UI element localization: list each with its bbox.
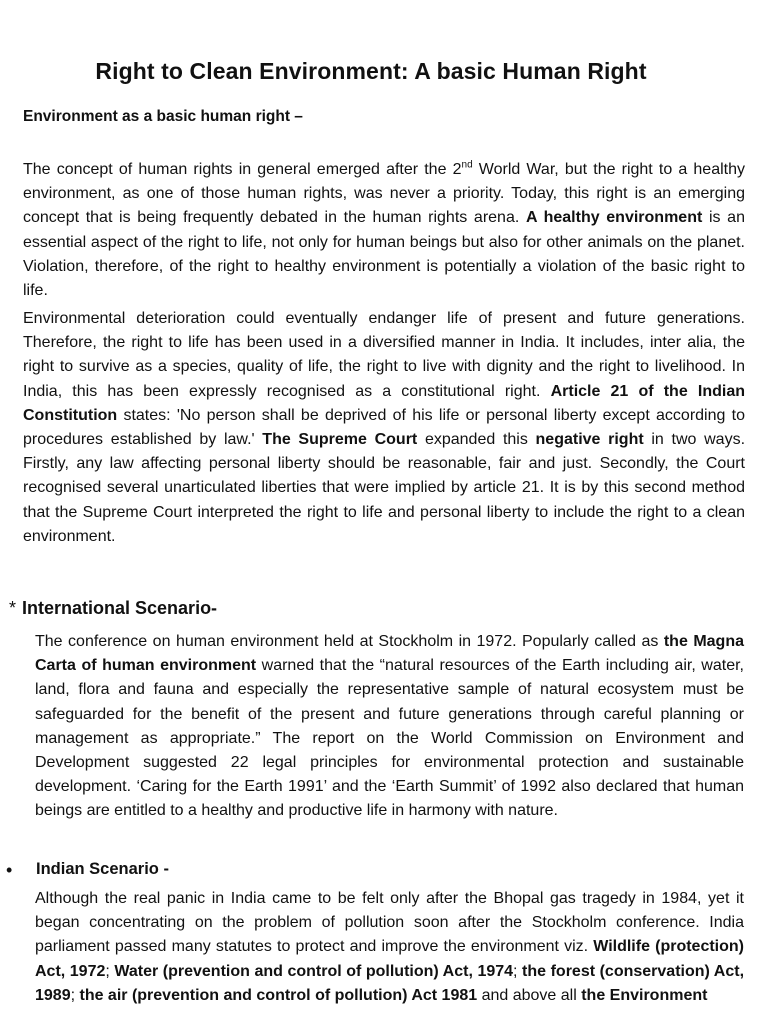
para2-bold-negative-right: negative right: [535, 431, 644, 449]
indian-bold-air-act: the air (prevention and control of pollution) Act 1981: [79, 986, 478, 1004]
para1-superscript: nd: [461, 159, 473, 171]
bullet-icon: •: [6, 860, 13, 880]
asterisk-marker: *: [9, 598, 17, 618]
indian-bold-environment: the Environment: [581, 986, 708, 1004]
paragraph-concept: [23, 158, 745, 303]
indian-sep-1: ;: [105, 962, 115, 980]
intl-text-2: warned that the “natural resources of the Earth including air, water, land, flora and fauna and especially the representative sample of natural ecosystem must be safeguarded for the benefit of the present and future generations through careful planning or management as appropriate.” The report on the World Commission on Environment and Development suggested 22 legal principles for environmental protection and sustainable development. ‘Caring for the Earth 1991’ and the ‘Earth Summit’ of 1992 also declared that human beings are entitled to a healthy and productive life in harmony with nature.: [35, 657, 744, 820]
indian-sep-2: ;: [513, 962, 523, 980]
para2-text-1: Environmental deterioration could eventually endanger life of present and future generations. Therefore, the right to life has been used in a diversified manner in India. It includes, inter alia, the right to survive as a species, quality of life, the right to live with dignity and the right to livelihood. In India, this has been expressly recognised as a constitutional right.: [23, 310, 745, 400]
international-heading: [9, 598, 217, 619]
indian-bold-wildlife-act: Wildlife (protection) Act, 1972: [35, 938, 744, 980]
para2-text-4: in two ways. Firstly, any law affecting personal liberty should be reasonable, fair and just. Secondly, the Court recognised several unarticulated liberties that were implied by article 21. It is by this second method that the Supreme Court interpreted the right to life and personal liberty to include the right to a clean environment.: [23, 431, 746, 545]
para1-text-3: is an essential aspect of the right to life, not only for human beings but also for other animals on the planet. Violation, therefore, of the right to healthy environment is potentially a violation of the basic right to life.: [23, 209, 745, 300]
para1-text-2: World War, but the right to a healthy environment, as one of those human rights, was never a priority. Today, this right is an emerging concept that is being frequently debated in the human rights arena.: [23, 161, 746, 227]
section-subheading: Environment as a basic human right –: [23, 108, 303, 125]
para2-text-3: expanded this: [417, 431, 536, 449]
indian-heading: Indian Scenario -: [36, 860, 169, 878]
intl-bold-magna-carta: the Magna Carta of human environment: [35, 633, 744, 675]
para2-bold-supreme-court: The Supreme Court: [262, 431, 418, 449]
indian-sep-3: ;: [70, 986, 80, 1004]
document-title: Right to Clean Environment: A basic Human Right: [95, 58, 647, 84]
para1-bold-healthy-environment: A healthy environment: [525, 209, 703, 227]
paragraph-international: [35, 630, 744, 824]
intl-text-1: The conference on human environment held at Stockholm in 1972. Popularly called as: [35, 633, 664, 650]
para2-text-2: states: 'No person shall be deprived of his life or personal liberty except according to procedures established by law.': [23, 406, 745, 449]
indian-bold-water-act: Water (prevention and control of pollution) Act, 1974: [114, 962, 514, 980]
international-heading-text: International Scenario-: [22, 598, 218, 618]
indian-text-1: Although the real panic in India came to be felt only after the Bhopal gas tragedy in 1984, yet it began concentrating on the problem of pollution soon after the Stockholm conference. India parliament passed many statutes to protect and improve the environment viz.: [35, 890, 744, 956]
indian-text-2: and above all: [477, 986, 582, 1004]
paragraph-deterioration: [23, 307, 745, 549]
para2-bold-article-21: Article 21 of the Indian Constitution: [23, 382, 745, 424]
para1-text-1: The concept of human rights in general emerged after the 2: [23, 161, 462, 178]
paragraph-indian: [35, 887, 744, 1008]
indian-bold-forest-act: the forest (conservation) Act, 1989: [35, 962, 745, 1004]
